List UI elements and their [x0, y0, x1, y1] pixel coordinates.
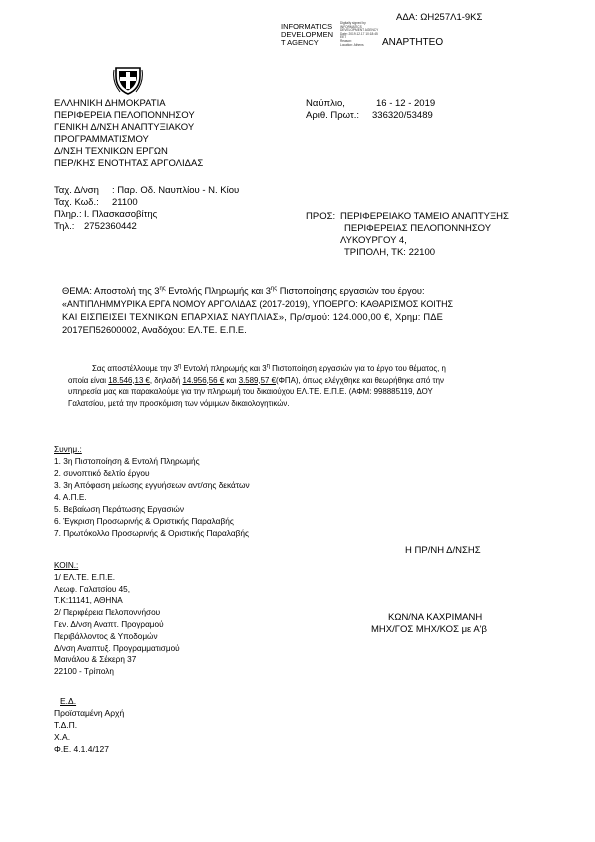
sender-line: Δ/ΝΣΗ ΤΕΧΝΙΚΩΝ ΕΡΓΩΝ: [54, 146, 168, 157]
net-amount: 14.956,56 €: [182, 375, 225, 385]
body-text: και: [224, 375, 239, 385]
attachment-item: 7. Πρωτόκολλο Προσωρινής & Οριστικής Παραλαβής: [54, 528, 250, 538]
subject-text: ΘΕΜΑ: Αποστολή της 3: [62, 286, 160, 296]
ed-line: Φ.Ε. 4.1.4/127: [54, 744, 109, 754]
ordinal-suffix: ης: [270, 285, 278, 292]
signature-detail: Reason:: [340, 38, 352, 43]
body-text: Σας αποστέλλουμε την 3: [92, 364, 178, 373]
ordinal-suffix: η: [266, 363, 270, 370]
agency-line: DEVELOPMEN: [281, 30, 334, 39]
body-line: [68, 363, 558, 375]
contact-label: Ταχ. Κωδ.:: [54, 197, 99, 208]
subject-line: 2017ΕΠ52600002, Αναδόχου: ΕΛ.ΤΕ. Ε.Π.Ε.: [62, 325, 247, 335]
body-text: οποία είναι: [68, 375, 109, 385]
cc-line: Μαινάλου & Σέκερη 37: [54, 655, 137, 665]
contact-label: Πληρ.:: [54, 209, 82, 220]
cc-line: Δ/νση Αναπτυξ. Προγραμματισμού: [54, 643, 180, 653]
ordinal-suffix: ης: [159, 285, 166, 292]
cc-line: 22100 - Τρίπολη: [54, 667, 114, 677]
recipient-line: ΠΕΡΙΦΕΡΕΙΑΣ ΠΕΛΟΠΟΝΝΗΣΟΥ: [344, 223, 492, 234]
attachment-item: 1. 3η Πιστοποίηση & Εντολή Πληρωμής: [54, 456, 200, 466]
recipient-label: ΠΡΟΣ:: [306, 211, 336, 222]
body-line: υπηρεσία μας και παρακαλούμε για την πληρωμή του δικαιούχου ΕΛ.ΤΕ. Ε.Π.Ε. (ΑΦΜ: 998885119, ΔΟΥ: [68, 387, 433, 396]
protocol-number: 336320/53489: [372, 110, 433, 121]
ed-line: Προϊσταμένη Αρχή: [54, 708, 125, 718]
sender-line: ΠΡΟΓΡΑΜΜΑΤΙΣΜΟΥ: [54, 134, 149, 145]
body-text: , δηλαδή: [149, 375, 183, 385]
document-date: 16 - 12 - 2019: [376, 98, 436, 109]
attachment-item: 2. συνοπτικό δελτίο έργου: [54, 468, 150, 478]
sender-line: ΕΛΛΗΝΙΚΗ ΔΗΜΟΚΡΑΤΙΑ: [54, 98, 166, 109]
contact-value: : Παρ. Οδ. Ναυπλίου - Ν. Κίου: [112, 185, 240, 196]
signature-detail: INFORMATICS: [340, 24, 362, 29]
contact-label: Τηλ.:: [54, 221, 75, 232]
attachment-item: 3. 3η Απόφαση μείωσης εγγυήσεων αντ/σης δεκάτων: [54, 480, 250, 490]
subject-line: ΚΑΙ ΕΙΣΠΕΙΣΕΙ ΤΕΧΝΙΚΩΝ ΕΠΑΡΧΙΑΣ ΝΑΥΠΛΙΑΣ», Πρ/σμού: 124.000,00 €, Χρημ: ΠΔΕ: [62, 312, 444, 322]
contact-label: Ταχ. Δ/νση: [54, 185, 99, 196]
ed-title: Ε.Δ.: [60, 696, 77, 706]
greek-coat-of-arms-icon: [112, 64, 144, 96]
subject: [62, 285, 557, 337]
attachment-item: 5. Βεβαίωση Περάτωσης Εργασιών: [54, 504, 185, 514]
digital-signature-details: [340, 22, 378, 47]
ada-number: ΑΔΑ: ΩΗ257Λ1-9ΚΣ: [396, 12, 483, 23]
body-line: Γαλατσίου, μετά την προσκόμιση των νόμιμων δικαιολογητικών.: [68, 398, 290, 408]
attachment-item: 6. Έγκριση Προσωρινής & Οριστικής Παραλαβής: [54, 516, 234, 526]
cc-line: Γεν. Δ/νση Αναπτ. Προγραμού: [54, 619, 164, 629]
contact-value: 21100: [112, 197, 138, 208]
subject-line: «ΑΝΤΙΠΛΗΜΜΥΡΙΚΑ ΕΡΓΑ ΝΟΜΟΥ ΑΡΓΟΛΙΔΑΣ (2017-2019), ΥΠΟΕΡΓΟ: ΚΑΘΑΡΙΣΜΟΣ ΚΟΙΤΗΣ: [62, 299, 454, 309]
subject-line: [62, 285, 557, 298]
contact-row: [54, 221, 239, 233]
attachment-item: 4. Α.Π.Ε.: [54, 492, 87, 502]
recipient-line: ΠΕΡΙΦΕΡΕΙΑΚΟ ΤΑΜΕΙΟ ΑΝΑΠΤΥΞΗΣ: [340, 211, 509, 222]
internal-distribution: [54, 695, 124, 755]
cc-line: Τ.Κ:11141, ΑΘΗΝΑ: [54, 596, 123, 606]
vat-amount: 3.589,57 €: [238, 375, 276, 385]
ordinal-suffix: η: [177, 363, 182, 370]
recipient-line: ΤΡΙΠΟΛΗ, ΤΚ: 22100: [344, 247, 436, 258]
signature-detail: Digitally signed by: [340, 21, 366, 25]
ed-line: Τ.Δ.Π.: [54, 720, 78, 730]
body-paragraph: [68, 363, 558, 409]
body-line: [68, 375, 558, 387]
body-text: (ΦΠΑ), όπως ελέγχθηκε και θεωρήθηκε από την: [276, 375, 444, 385]
agency-name: [281, 23, 333, 47]
cc-line: 1/ ΕΛ.ΤΕ. Ε.Π.Ε.: [54, 572, 115, 582]
total-amount: 18.546,13 €: [108, 375, 150, 385]
signature-title: Η ΠΡ/ΝΗ Δ/ΝΣΗΣ: [405, 545, 481, 556]
cc-line: 2/ Περιφέρεια Πελοποννήσου: [54, 608, 161, 618]
contact-row: [54, 185, 239, 197]
signatory-role: ΜΗΧ/ΓΟΣ ΜΗΧ/ΚΟΣ με Α'β: [371, 624, 488, 635]
place-label: Ναύπλιο,: [306, 98, 345, 109]
cc-line: Λεωφ. Γαλατσίου 45,: [54, 584, 130, 594]
contact-block: [54, 185, 239, 233]
recipient-block: [340, 211, 509, 259]
cc-title: ΚΟΙΝ.:: [54, 561, 79, 570]
agency-line: T AGENCY: [281, 38, 319, 47]
signature-detail: Date: 2019.12.17 10:18:45: [340, 31, 378, 36]
signature-detail: EET: [340, 35, 347, 40]
sender-line: ΠΕΡ/ΚΗΣ ΕΝΟΤΗΤΑΣ ΑΡΓΟΛΙΔΑΣ: [54, 158, 204, 169]
ed-line: Χ.Α.: [54, 732, 71, 742]
subject-text: Εντολής Πληρωμής και 3: [165, 286, 271, 296]
recipient-line: ΛΥΚΟΥΡΓΟΥ 4,: [340, 235, 407, 246]
contact-row: [54, 197, 239, 209]
cc-block: [54, 560, 180, 678]
protocol-label: Αριθ. Πρωτ.:: [306, 110, 359, 121]
agency-line: INFORMATICS: [281, 22, 333, 31]
posted-label: ΑΝΑΡΤΗΤΕΟ: [382, 37, 444, 48]
contact-value: Ι. Πλασκασοβίτης: [84, 209, 158, 220]
signature-detail: DEVELOPMENT AGENCY: [340, 28, 379, 33]
subject-text: Πιστοποίησης εργασιών του έργου:: [277, 286, 425, 296]
signature-detail: Location: Athens: [340, 42, 364, 47]
signatory-name: ΚΩΝ/ΝΑ ΚΑΧΡΙΜΑΝΗ: [388, 612, 483, 623]
contact-row: [54, 209, 239, 221]
cc-line: Περιβάλλοντος & Υποδομών: [54, 631, 158, 641]
body-text: Εντολή πληρωμής και 3: [181, 364, 267, 373]
sender-line: ΓΕΝΙΚΗ Δ/ΝΣΗ ΑΝΑΠΤΥΞΙΑΚΟΥ: [54, 122, 195, 133]
sender-block: [54, 98, 203, 170]
sender-line: ΠΕΡΙΦΕΡΕΙΑ ΠΕΛΟΠΟΝΝΗΣΟΥ: [54, 110, 195, 121]
attachments-title: Συνημ.:: [54, 444, 82, 454]
attachments-list: [54, 443, 250, 539]
body-text: Πιστοποίηση εργασιών για το έργο του θέματος, η: [269, 364, 446, 373]
contact-value: 2752360442: [84, 221, 137, 232]
